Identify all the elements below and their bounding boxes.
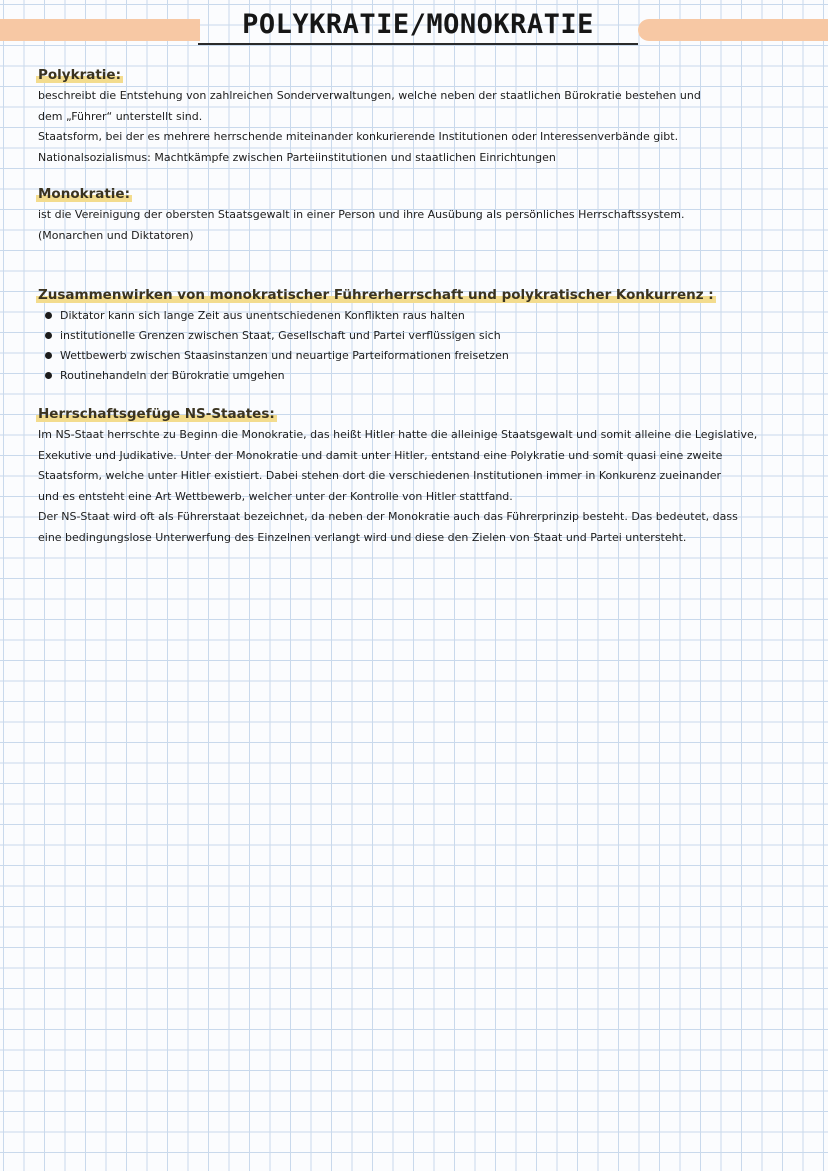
bullet-icon xyxy=(45,372,52,379)
list-item-text: Wettbewerb zwischen Staasinstanzen und neuartige Parteiformationen freisetzen xyxy=(60,349,509,362)
heading-herrschaftsgefuege: Herrschaftsgefüge NS-Staates: xyxy=(38,406,275,422)
herrschaftsgefuege-line: und es entsteht eine Art Wettbewerb, welcher unter der Kontrolle von Hitler stattfand. xyxy=(38,489,513,503)
monokratie-line: (Monarchen und Diktatoren) xyxy=(38,228,194,242)
list-item xyxy=(38,366,820,386)
section-monokratie xyxy=(38,183,820,246)
monokratie-line: ist die Vereinigung der obersten Staatsgewalt in einer Person und ihre Ausübung als persönliches Herrschaftssystem. xyxy=(38,208,685,221)
herrschaftsgefuege-line: Exekutive und Judikative. Unter der Monokratie und damit unter Hitler, entstand eine Polykratie und somit quasi eine zweite xyxy=(38,448,723,462)
list-item-text: Diktator kann sich lange Zeit aus unentschiedenen Konflikten raus halten xyxy=(60,309,465,322)
heading-monokratie: Monokratie: xyxy=(38,186,130,202)
list-item xyxy=(38,346,820,366)
zusammenwirken-list xyxy=(38,306,820,386)
list-item xyxy=(38,326,820,346)
polykratie-line: Nationalsozialismus: Machtkämpfe zwischen Parteiinstitutionen und staatlichen Einrichtungen xyxy=(38,150,556,164)
list-item xyxy=(38,306,820,326)
heading-zusammenwirken: Zusammenwirken von monokratischer Führerherrschaft und polykratischer Konkurrenz : xyxy=(38,287,714,303)
heading-polykratie: Polykratie: xyxy=(38,67,121,83)
section-polykratie xyxy=(38,64,820,168)
section-zusammenwirken xyxy=(38,284,820,386)
herrschaftsgefuege-line: Der NS-Staat wird oft als Führerstaat bezeichnet, da neben der Monokratie auch das Führerprinzip besteht. Das bedeutet, dass xyxy=(38,510,738,523)
title-underline xyxy=(198,43,638,45)
polykratie-line: beschreibt die Entstehung von zahlreichen Sonderverwaltungen, welche neben der staatlichen Bürokratie bestehen und xyxy=(38,89,701,102)
title-band-right xyxy=(638,19,828,41)
section-herrschaftsgefuege xyxy=(38,403,820,548)
bullet-icon xyxy=(45,332,52,339)
herrschaftsgefuege-line: Staatsform, welche unter Hitler existiert. Dabei stehen dort die verschiedenen Institutionen immer in Konkurenz zueinander xyxy=(38,469,722,482)
polykratie-line: Staatsform, bei der es mehrere herrschende miteinander konkurierende Institutionen oder Interessenverbände gibt. xyxy=(38,130,679,143)
list-item-text: institutionelle Grenzen zwischen Staat, Gesellschaft und Partei verflüssigen sich xyxy=(60,329,501,342)
bullet-icon xyxy=(45,352,52,359)
list-item-text: Routinehandeln der Bürokratie umgehen xyxy=(60,369,285,382)
bullet-icon xyxy=(45,312,52,319)
title-band-left xyxy=(0,19,200,41)
herrschaftsgefuege-line: Im NS-Staat herrschte zu Beginn die Monokratie, das heißt Hitler hatte die alleinige Staatsgewalt und somit alleine die Legislative, xyxy=(38,428,758,441)
page-title: POLYKRATIE/MONOKRATIE xyxy=(242,9,594,40)
polykratie-line: dem „Führer“ unterstellt sind. xyxy=(38,109,203,123)
herrschaftsgefuege-line: eine bedingungslose Unterwerfung des Einzelnen verlangt wird und diese den Zielen von Staat und Partei untersteht. xyxy=(38,530,687,544)
